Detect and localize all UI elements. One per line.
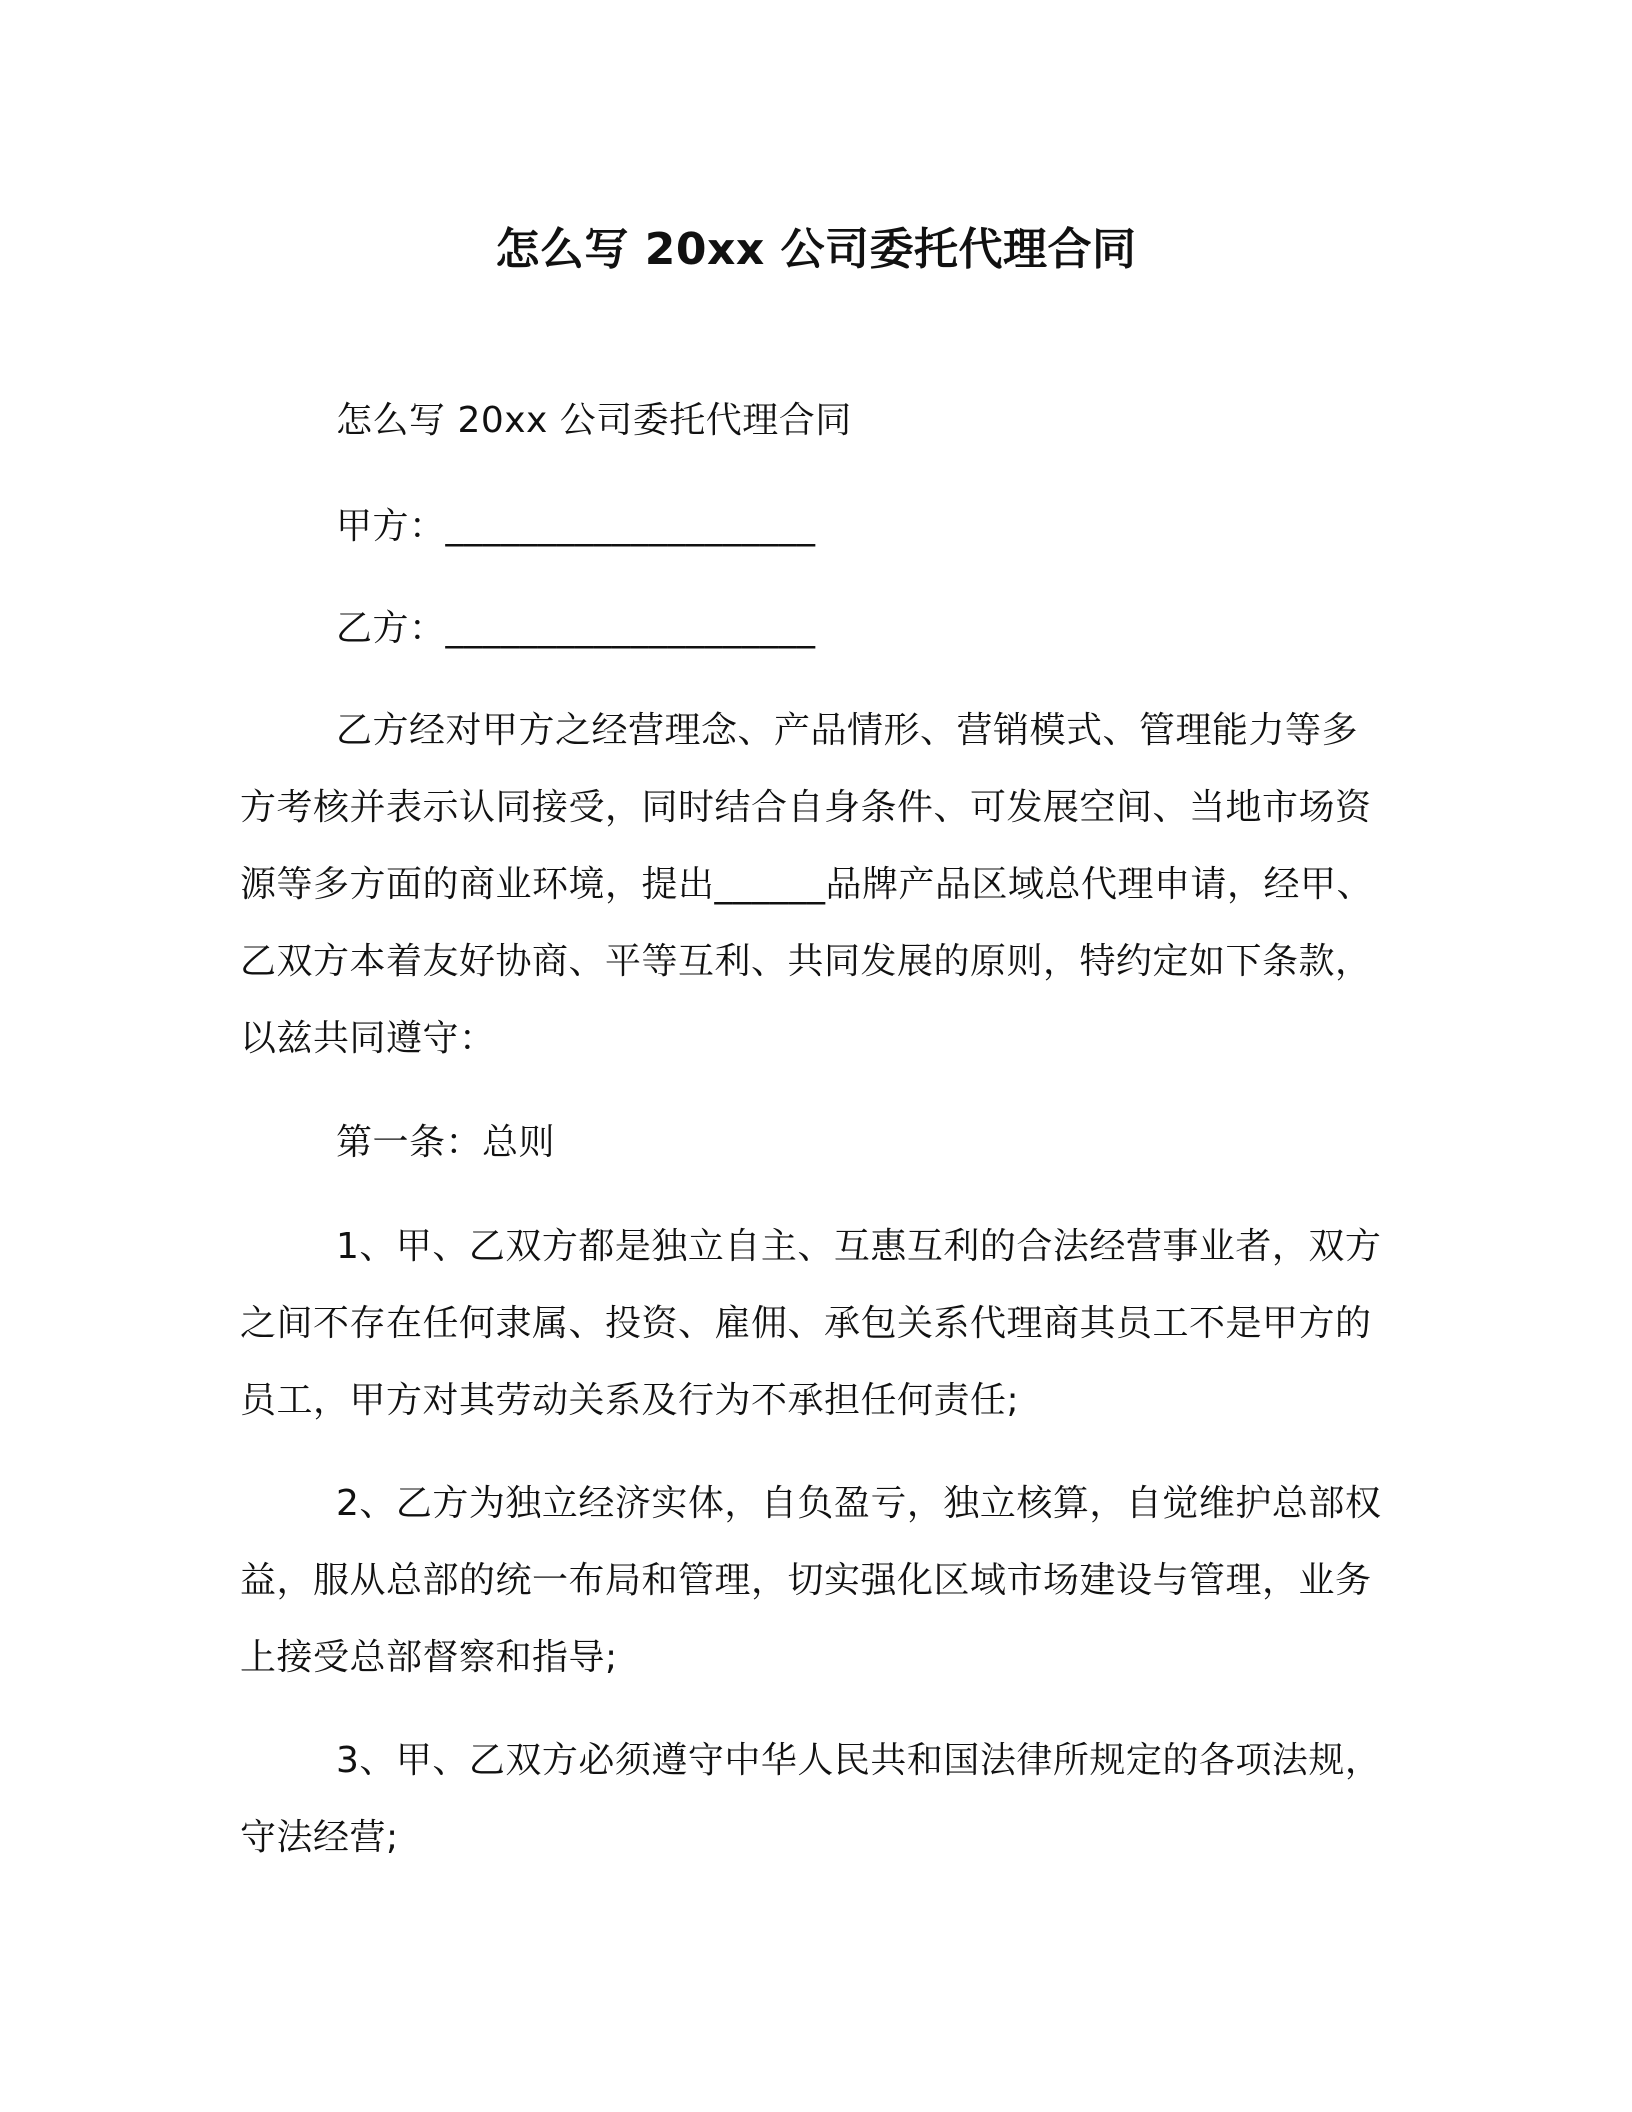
article-heading: 第一条：总则	[336, 1122, 556, 1163]
intro-text: 乙方经对甲方之经营理念、产品情形、营销模式、管理能力等多方考核并表示认同接受，同时结合自身条件、可发展空间、当地市场资源等多方面的商业环境，提出______品牌产品区域总代理申请，经甲、乙双方本着友好协商、平等互利、共同发展的原则，特约定如下条款，以兹共同遵守：	[240, 710, 1374, 1059]
intro-paragraph	[240, 692, 1390, 1077]
clause-text: 2、乙方为独立经济实体，自负盈亏，独立核算，自觉维护总部权益，服从总部的统一布局和管理，切实强化区域市场建设与管理，业务上接受总部督察和指导;	[240, 1483, 1382, 1678]
clause-3	[240, 1722, 1390, 1876]
party-a-line: 甲方：____________________	[336, 506, 816, 547]
document-title: 怎么写 20xx 公司委托代理合同	[495, 224, 1137, 275]
document-subtitle: 怎么写 20xx 公司委托代理合同	[336, 400, 852, 441]
clause-1	[240, 1208, 1390, 1439]
clause-text: 1、甲、乙双方都是独立自主、互惠互利的合法经营事业者，双方之间不存在任何隶属、投资、雇佣、承包关系代理商其员工不是甲方的员工，甲方对其劳动关系及行为不承担任何责任;	[240, 1226, 1382, 1421]
party-b-line: 乙方：____________________	[336, 608, 816, 649]
clause-2	[240, 1465, 1390, 1696]
clause-text: 3、甲、乙双方必须遵守中华人民共和国法律所规定的各项法规，守法经营;	[240, 1740, 1382, 1858]
